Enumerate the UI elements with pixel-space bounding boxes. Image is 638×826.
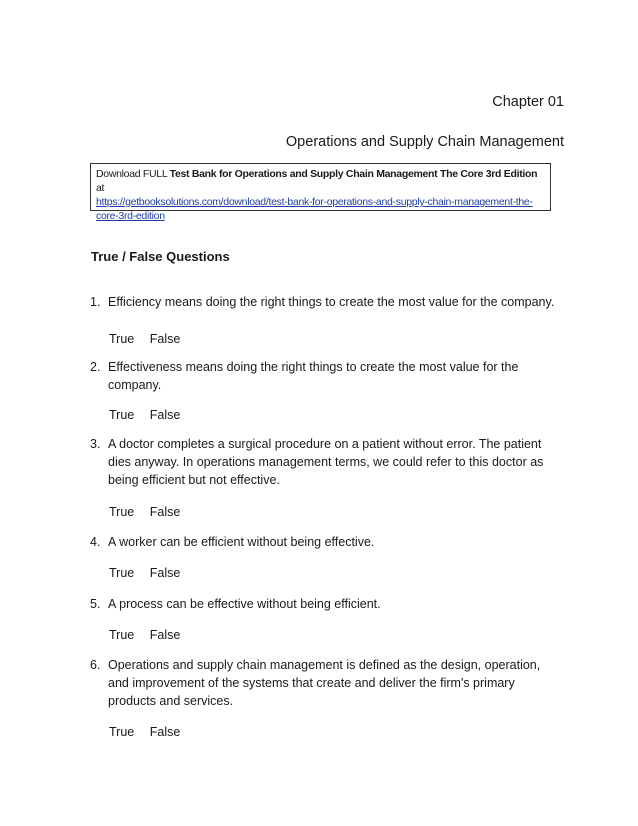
document-title: Operations and Supply Chain Management xyxy=(285,134,564,150)
chapter-heading: Chapter 01 xyxy=(492,94,564,110)
download-notice-book-title: Test Bank for Operations and Supply Chain Management The Core 3rd Edition xyxy=(169,168,538,180)
option-false[interactable]: False xyxy=(149,408,181,422)
true-false-options xyxy=(109,725,180,739)
option-true[interactable]: True xyxy=(109,725,135,739)
question-text: Effectiveness means doing the right things to create the most value for the company. xyxy=(108,360,519,392)
option-false[interactable]: False xyxy=(149,505,181,519)
question-number: 4. xyxy=(90,535,101,549)
download-notice-box xyxy=(90,163,551,222)
download-notice-suffix: at xyxy=(96,182,105,194)
option-true[interactable]: True xyxy=(109,505,135,519)
option-true[interactable]: True xyxy=(109,332,135,346)
option-true[interactable]: True xyxy=(109,628,135,642)
question-text: Efficiency means doing the right things to create the most value for the company. xyxy=(108,295,555,309)
question-number: 2. xyxy=(90,360,101,374)
question-number: 6. xyxy=(90,658,101,672)
option-true[interactable]: True xyxy=(109,566,135,580)
option-false[interactable]: False xyxy=(149,332,181,346)
question-number: 1. xyxy=(90,295,101,309)
true-false-options xyxy=(109,332,180,346)
true-false-options xyxy=(109,505,180,519)
option-true[interactable]: True xyxy=(109,408,135,422)
question-text: A process can be effective without being efficient. xyxy=(108,597,381,611)
option-false[interactable]: False xyxy=(149,725,181,739)
section-heading: True / False Questions xyxy=(91,249,230,264)
true-false-options xyxy=(109,408,180,422)
question-text: Operations and supply chain management is defined as the design, operation, and improvement of the systems that create and deliver the firm's primary products and services. xyxy=(108,658,541,708)
download-link[interactable]: https://getbooksolutions.com/download/test-bank-for-operations-and-supply-chain-management-the-core-3rd-edition xyxy=(96,196,533,222)
option-false[interactable]: False xyxy=(149,628,181,642)
question-number: 5. xyxy=(90,597,101,611)
question-text: A doctor completes a surgical procedure on a patient without error. The patient dies anyway. In operations management terms, we could refer to this doctor as being efficient but not effective. xyxy=(108,437,544,487)
download-notice-prefix: Download FULL xyxy=(96,168,170,180)
question-text: A worker can be efficient without being effective. xyxy=(108,535,375,549)
option-false[interactable]: False xyxy=(149,566,181,580)
question-number: 3. xyxy=(90,437,101,451)
true-false-options xyxy=(109,566,180,580)
true-false-options xyxy=(109,628,180,642)
